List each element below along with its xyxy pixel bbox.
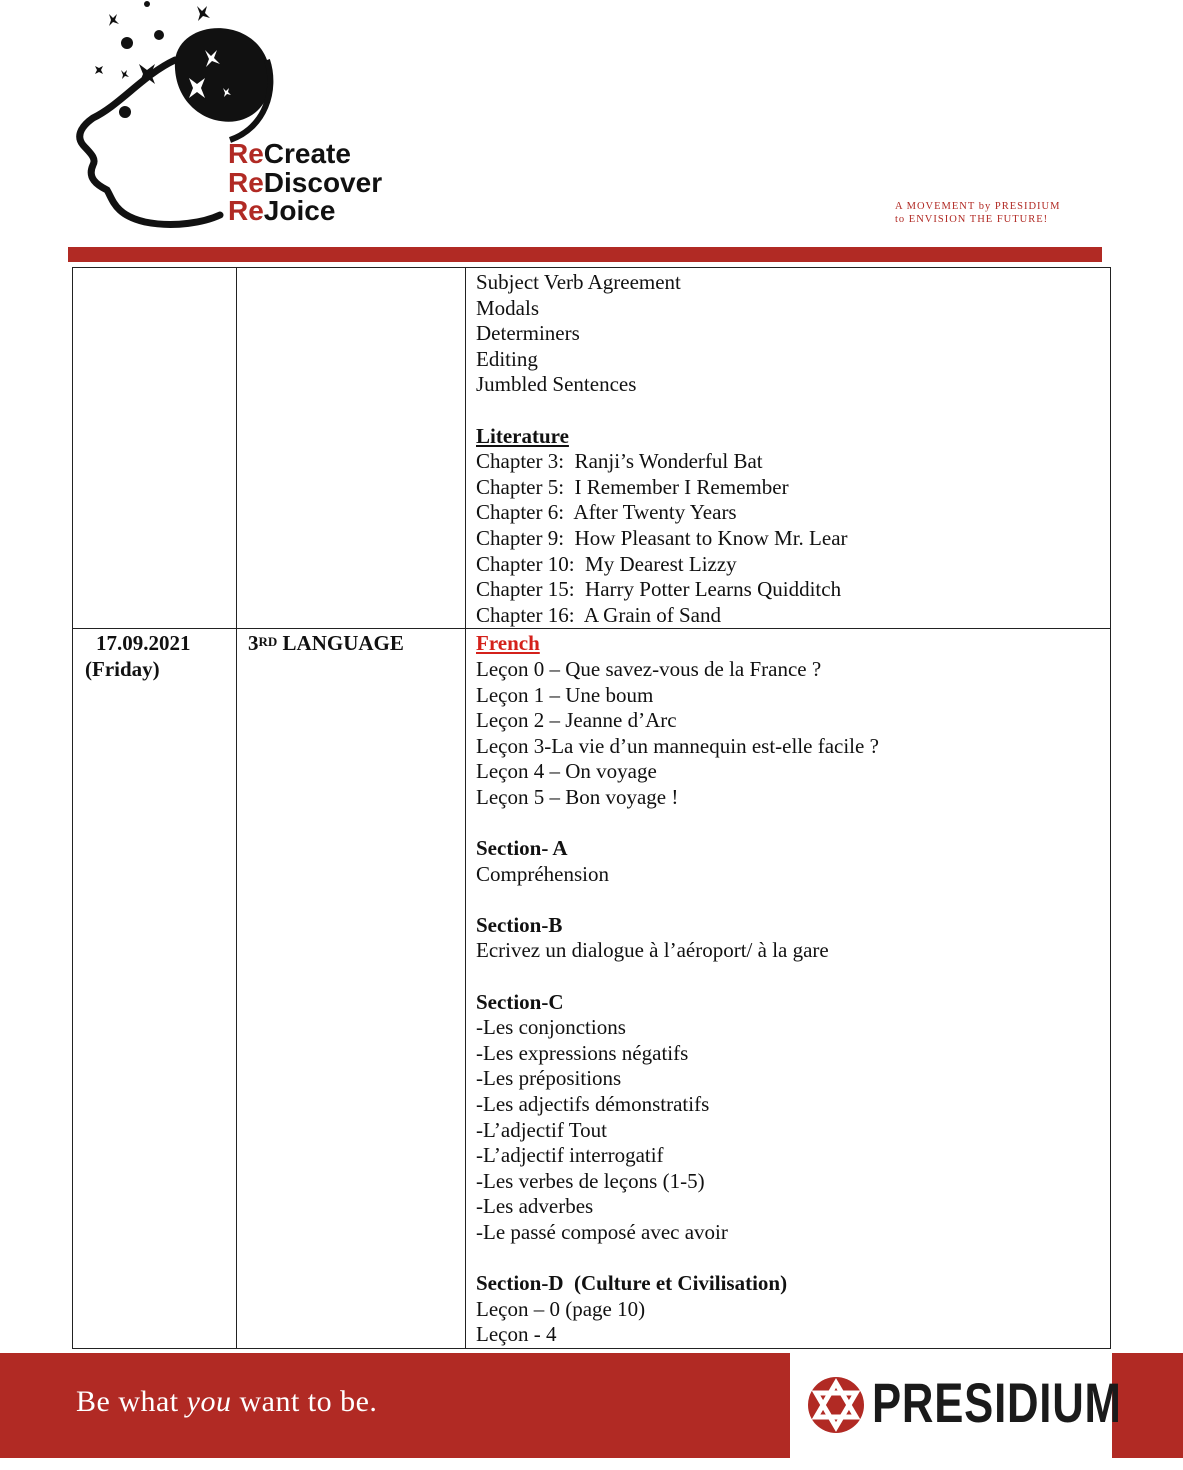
section-a-heading: Section- A	[476, 836, 568, 861]
presidium-logo-box	[790, 1353, 1122, 1458]
list-item: Chapter 5: I Remember I Remember	[476, 474, 789, 499]
section-d-heading: Section-D (Culture et Civilisation)	[476, 1271, 788, 1296]
subject-cell	[237, 629, 466, 1349]
list-item: Editing	[476, 346, 538, 371]
list-item: Leçon 5 – Bon voyage !	[476, 784, 679, 809]
brain-shape	[175, 28, 271, 122]
section-b-heading: Section-B	[476, 912, 563, 937]
exam-date: 17.09.2021	[96, 631, 191, 656]
brand-tagline	[228, 140, 382, 226]
list-item: -Les expressions négatifs	[476, 1040, 689, 1065]
list-item: -Les prépositions	[476, 1066, 622, 1091]
list-item: -Les conjonctions	[476, 1015, 626, 1040]
list-item: Chapter 3: Ranji’s Wonderful Bat	[476, 449, 763, 474]
footer-tagline: Be what you want to be.	[76, 1385, 378, 1418]
list-item: Subject Verb Agreement	[476, 270, 681, 294]
list-item: -Les adverbes	[476, 1194, 594, 1219]
presidium-wordmark: PRESIDIUM	[872, 1371, 1122, 1434]
list-item: -Les verbes de leçons (1-5)	[476, 1168, 705, 1193]
date-cell	[73, 629, 237, 1349]
date-cell	[73, 268, 237, 629]
table-row	[73, 268, 1111, 629]
list-item: Leçon 3-La vie d’un mannequin est-elle facile ?	[476, 733, 879, 758]
list-item: Modals	[476, 295, 539, 320]
list-item: -L’adjectif interrogatif	[476, 1143, 664, 1168]
list-item: Chapter 6: After Twenty Years	[476, 500, 737, 525]
list-item: Leçon – 0 (page 10)	[476, 1296, 646, 1321]
literature-heading: Literature	[476, 423, 569, 448]
list-item: Jumbled Sentences	[476, 372, 637, 397]
exam-day: (Friday)	[85, 656, 160, 681]
movement-tagline: A MOVEMENT by PRESIDIUM to ENVISION THE FUTURE!	[895, 201, 1061, 225]
list-item: Chapter 15: Harry Potter Learns Quidditch	[476, 577, 842, 602]
list-item: Leçon 1 – Une boum	[476, 682, 654, 707]
list-item: Chapter 10: My Dearest Lizzy	[476, 551, 737, 576]
list-item: Chapter 16: A Grain of Sand	[476, 602, 721, 627]
section-c-heading: Section-C	[476, 989, 564, 1014]
star-of-david-icon	[806, 1375, 866, 1435]
syllabus-cell	[466, 629, 1111, 1349]
list-item: Chapter 9: How Pleasant to Know Mr. Lear	[476, 525, 848, 550]
exam-schedule-table	[72, 267, 1111, 1349]
list-item: Leçon 0 – Que savez-vous de la France ?	[476, 656, 822, 681]
subject-cell	[237, 268, 466, 629]
list-item: -Le passé composé avec avoir	[476, 1219, 728, 1244]
bottom-margin	[0, 1458, 1183, 1470]
list-item: -L’adjectif Tout	[476, 1117, 607, 1142]
subject-name: 3RD LANGUAGE	[248, 631, 404, 656]
brand-line-rejoice: ReJoice	[228, 195, 336, 226]
brand-line-recreate: ReCreate	[228, 138, 351, 169]
list-item: Compréhension	[476, 861, 609, 886]
list-item: Leçon 4 – On voyage	[476, 759, 657, 784]
french-heading: French	[476, 631, 540, 656]
header-divider-bar	[68, 247, 1102, 262]
list-item: Leçon 2 – Jeanne d’Arc	[476, 708, 677, 733]
syllabus-cell	[466, 268, 1111, 629]
list-item: Ecrivez un dialogue à l’aéroport/ à la gare	[476, 938, 829, 963]
brand-line-rediscover: ReDiscover	[228, 166, 383, 198]
footer-banner	[0, 1353, 1183, 1458]
list-item: Determiners	[476, 321, 580, 346]
table-row	[73, 629, 1111, 1349]
list-item: Leçon - 4	[476, 1322, 557, 1347]
list-item: -Les adjectifs démonstratifs	[476, 1092, 710, 1116]
